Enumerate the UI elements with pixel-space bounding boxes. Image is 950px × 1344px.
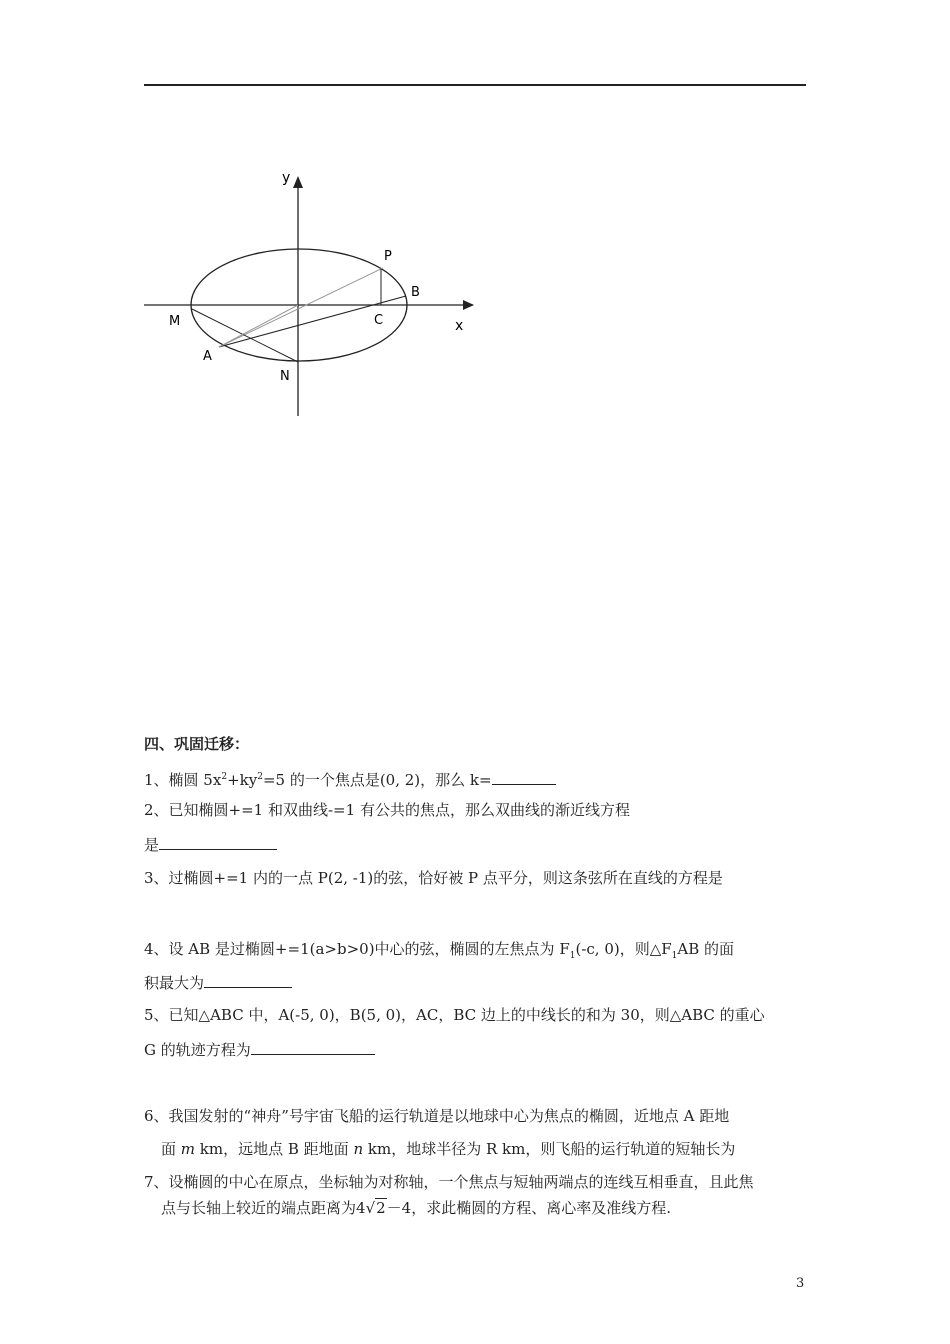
label-C: C bbox=[374, 313, 384, 328]
question-3: 3、过椭圆+=1 内的一点 P(2, -1)的弦，恰好被 P 点平分，则这条弦所在直线的方程是 bbox=[144, 869, 723, 887]
question-1: 1、椭圆 $5x^2+ky^2=5$ 的一个焦点是(0, 2)，那么 k= bbox=[144, 767, 556, 790]
answer-blank-1[interactable] bbox=[492, 769, 556, 785]
label-M: M bbox=[169, 314, 181, 329]
question-6-line2: 面 m km，远地点 B 距地面 n km，地球半径为 R km，则飞船的运行轨道的短轴长为 bbox=[161, 1140, 736, 1158]
question-5-line2: G 的轨迹方程为 bbox=[144, 1039, 375, 1060]
label-A: A bbox=[203, 349, 212, 364]
y-axis-arrow bbox=[293, 176, 303, 188]
question-7-line2: 点与长轴上较近的端点距离为4√2－4，求此椭圆的方程、离心率及准线方程. bbox=[161, 1199, 671, 1217]
answer-blank-4[interactable] bbox=[204, 972, 292, 988]
sqrt-expression: 4√2 bbox=[356, 1199, 386, 1217]
page-number: 3 bbox=[796, 1276, 805, 1291]
question-2-line1: 2、已知椭圆+=1 和双曲线-=1 有公共的焦点，那么双曲线的渐近线方程 bbox=[144, 801, 630, 819]
x-axis-arrow bbox=[463, 300, 474, 310]
label-N: N bbox=[280, 369, 290, 384]
question-4-line1: 4、设 AB 是过椭圆+=1(a>b>0)中心的弦，椭圆的左焦点为 $F_1(-c$, 0)，则$\triangle F_1AB$ 的面 bbox=[144, 940, 735, 961]
question-4-line2: 积最大为 bbox=[144, 972, 292, 993]
label-P: P bbox=[384, 249, 392, 264]
label-x: x bbox=[455, 318, 464, 334]
answer-blank-2[interactable] bbox=[159, 834, 277, 850]
label-y: y bbox=[282, 170, 291, 186]
answer-blank-5[interactable] bbox=[251, 1039, 375, 1055]
ellipse-figure bbox=[138, 168, 483, 423]
question-7-line1: 7、设椭圆的中心在原点，坐标轴为对称轴，一个焦点与短轴两端点的连线互相垂直，且此焦 bbox=[144, 1173, 754, 1191]
question-5-line1: 5、已知△ABC 中，A(-5, 0)，B(5, 0)，AC，BC 边上的中线长的和为 30，则△ABC 的重心 bbox=[144, 1006, 765, 1024]
section-title: 四、巩固迁移： bbox=[144, 735, 250, 753]
header-rule bbox=[144, 84, 806, 86]
segment-AO bbox=[219, 305, 298, 347]
label-B: B bbox=[411, 285, 420, 300]
question-6-line1: 6、我国发射的“神舟”号宇宙飞船的运行轨道是以地球中心为焦点的椭圆，近地点 A 距地 bbox=[144, 1107, 730, 1125]
question-2-line2: 是 bbox=[144, 834, 277, 855]
